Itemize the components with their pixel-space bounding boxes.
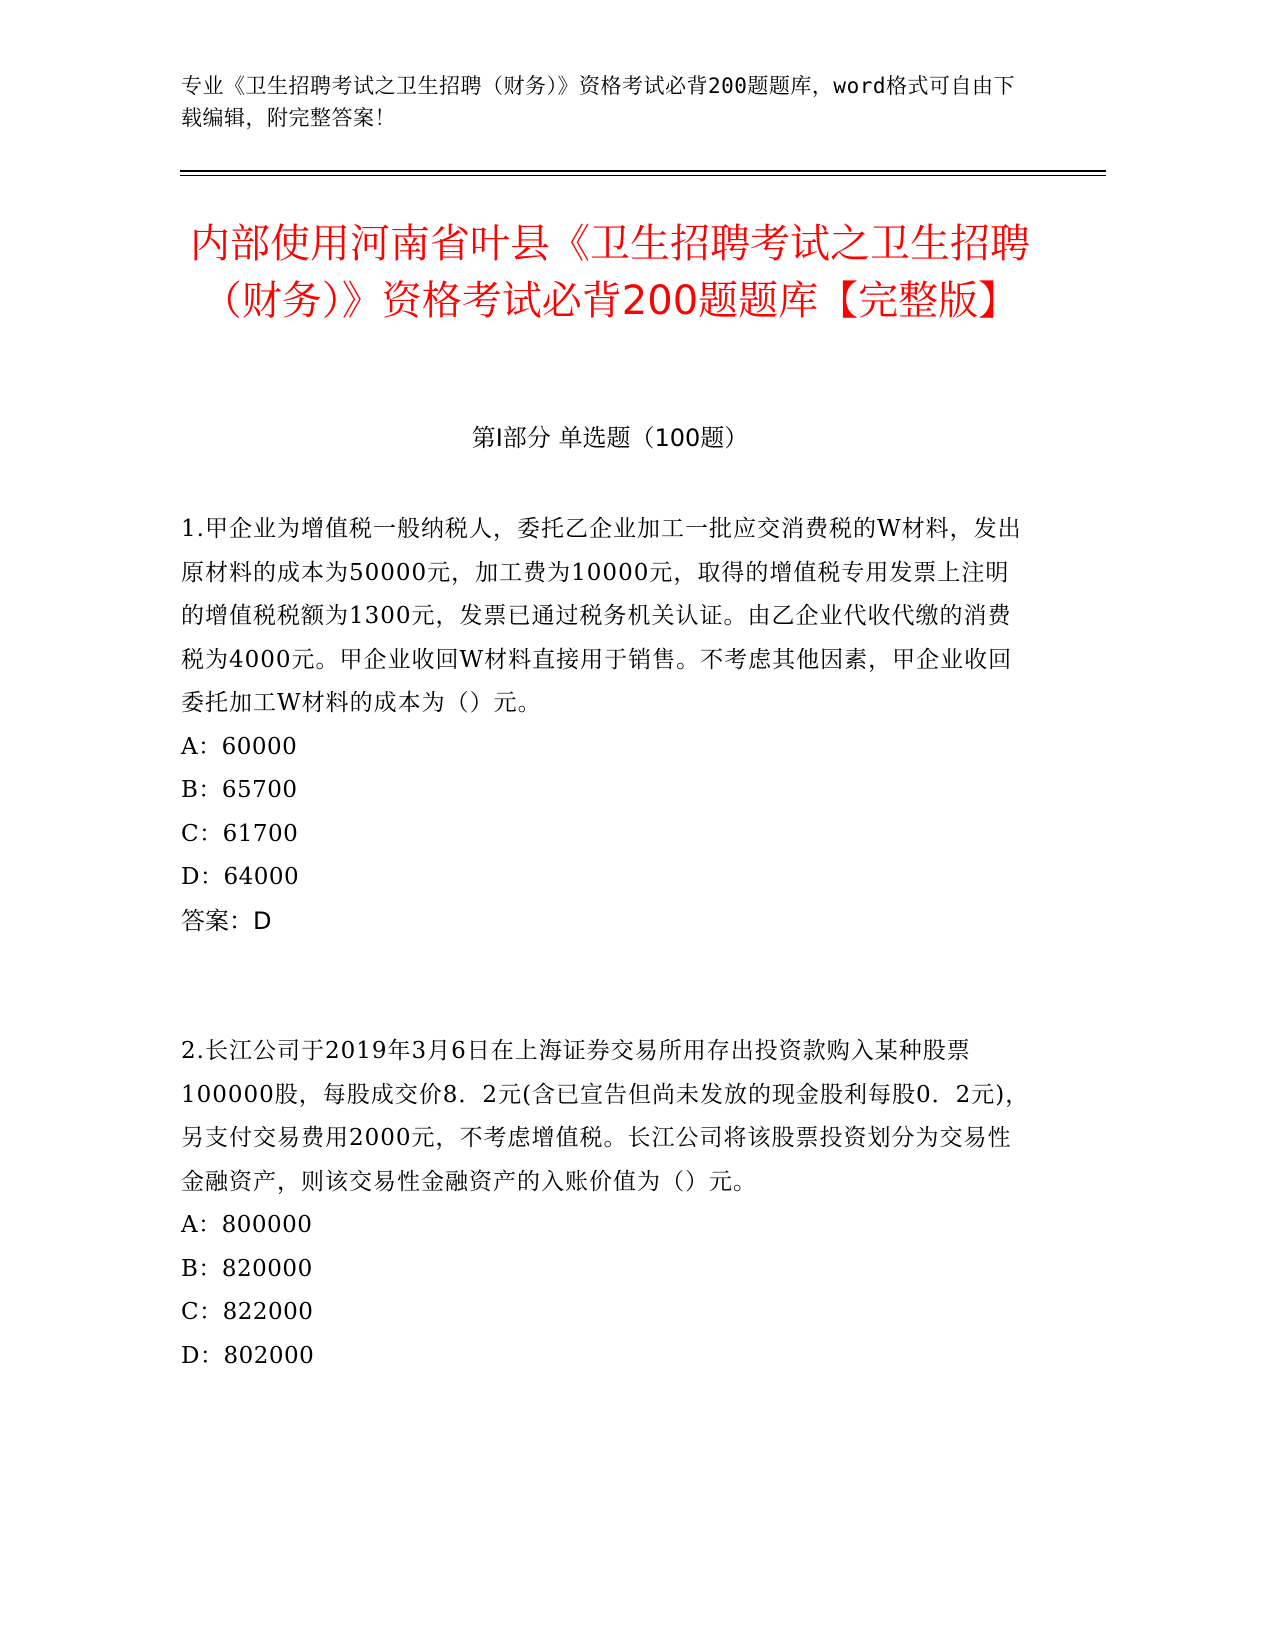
option-b: B：65700: [181, 777, 298, 803]
header-divider-thin: [180, 175, 1106, 176]
question-stem: 1.甲企业为增值税一般纳税人，委托乙企业加工一批应交消费税的W材料，发出原材料的成本为50000元，加工费为10000元，取得的增值税专用发票上注明的增值税税额为1300元，发票已通过税务机关认证。由乙企业代收代缴的消费税为4000元。甲企业收回W材料直接用于销售。不考虑其他因素，甲企业收回委托加工W材料的成本为（）元。: [181, 516, 1022, 716]
option-d: D：64000: [181, 864, 300, 890]
option-a: A：800000: [181, 1212, 313, 1238]
header-divider-thick: [180, 170, 1106, 172]
document-title: 内部使用河南省叶县《卫生招聘考试之卫生招聘（财务）》资格考试必背200题题库【完整版】: [190, 221, 1030, 324]
option-a: A：60000: [181, 733, 298, 760]
header-note: 专业《卫生招聘考试之卫生招聘（财务）》资格考试必背200题题库，word格式可自由下载编辑，附完整答案！: [181, 74, 1015, 130]
question-stem: 2.长江公司于2019年3月6日在上海证券交易所用存出投资款购入某种股票100000股，每股成交价8．2元(含已宣告但尚未发放的现金股利每股0．2元)，另支付交易费用2000元，不考虑增值税。长江公司将该股票投资划分为交易性金融资产，则该交易性金融资产的入账价值为（）元。: [181, 1038, 1030, 1195]
answer-line: 答案：D: [181, 906, 272, 935]
option-c: C：822000: [181, 1299, 314, 1325]
question-1: [181, 508, 1031, 943]
section-title: 第Ⅰ部分 单选题（100题）: [471, 424, 749, 452]
option-b: B：820000: [181, 1255, 313, 1282]
option-c: C：61700: [181, 820, 299, 847]
question-2: [181, 1030, 1031, 1378]
option-d: D：802000: [181, 1342, 315, 1369]
